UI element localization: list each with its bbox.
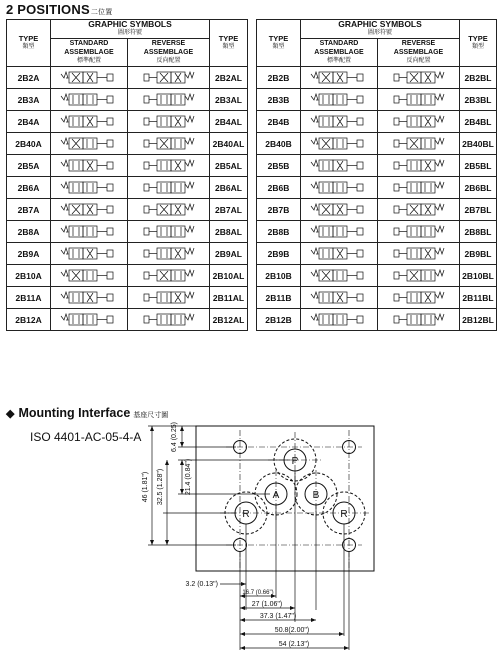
reverse-type-code: 2B11BL	[460, 287, 497, 309]
reverse-type-code: 2B3BL	[460, 89, 497, 111]
reverse-type-code: 2B9BL	[460, 243, 497, 265]
reverse-type-code: 2B8AL	[210, 221, 248, 243]
dim-6-4: 6.4 (0.25)	[171, 422, 178, 452]
reverse-type-code: 2B7BL	[460, 199, 497, 221]
type-header: TYPE 類型	[257, 20, 301, 67]
type-code: 2B3B	[257, 89, 301, 111]
type-header: TYPE 類型	[460, 20, 497, 67]
type-code: 2B12A	[7, 309, 51, 331]
reverse-type-code: 2B2BL	[460, 67, 497, 89]
reverse-type-code: 2B7AL	[210, 199, 248, 221]
type-code: 2B40B	[257, 133, 301, 155]
type-code: 2B4A	[7, 111, 51, 133]
standard-header: STANDARD ASSEMBLAGE 標準配置	[301, 39, 378, 67]
type-code: 2B10B	[257, 265, 301, 287]
type-code: 2B40A	[7, 133, 51, 155]
reverse-type-code: 2B40BL	[460, 133, 497, 155]
dim-50-8: 50.8(2.00")	[274, 627, 310, 634]
type-code: 2B2A	[7, 67, 51, 89]
dim-54: 54 (2.13")	[278, 641, 310, 648]
dim-21-4: 21.4 (0.84")	[185, 458, 192, 496]
graphic-symbols-header: GRAPHIC SYMBOLS 圖形符號	[51, 20, 210, 39]
reverse-type-code: 2B6AL	[210, 177, 248, 199]
reverse-type-code: 2B5BL	[460, 155, 497, 177]
port-p-label: P	[291, 456, 299, 467]
reverse-type-code: 2B4BL	[460, 111, 497, 133]
type-header: TYPE 類型	[210, 20, 248, 67]
diamond-bullet-icon: ◆	[6, 408, 15, 420]
type-code: 2B4B	[257, 111, 301, 133]
mounting-plate	[196, 426, 374, 571]
type-code: 2B11A	[7, 287, 51, 309]
type-code: 2B10A	[7, 265, 51, 287]
type-code: 2B9B	[257, 243, 301, 265]
type-code: 2B8A	[7, 221, 51, 243]
standard-header: STANDARD ASSEMBLAGE 標準配置	[51, 39, 128, 67]
reverse-type-code: 2B2AL	[210, 67, 248, 89]
reverse-type-code: 2B11AL	[210, 287, 248, 309]
reverse-type-code: 2B9AL	[210, 243, 248, 265]
port-r-right-label: R	[340, 509, 348, 520]
reverse-type-code: 2B6BL	[460, 177, 497, 199]
dim-27: 27 (1.06")	[251, 601, 283, 608]
iso-standard-label: ISO 4401-AC-05-4-A	[30, 430, 142, 444]
reverse-type-code: 2B12BL	[460, 309, 497, 331]
mounting-interface-title: ◆ Mounting Interface 基座尺寸圖	[6, 406, 169, 420]
reverse-type-code: 2B12AL	[210, 309, 248, 331]
dim-32-5: 32.5 (1.28")	[157, 468, 164, 506]
dim-16-7: 16.7 (0.66")	[242, 590, 274, 596]
reverse-type-code: 2B8BL	[460, 221, 497, 243]
type-code: 2B8B	[257, 221, 301, 243]
type-code: 2B6B	[257, 177, 301, 199]
type-code: 2B6A	[7, 177, 51, 199]
type-code: 2B5A	[7, 155, 51, 177]
reverse-type-code: 2B4AL	[210, 111, 248, 133]
type-code: 2B2B	[257, 67, 301, 89]
reverse-type-code: 2B40AL	[210, 133, 248, 155]
dim-37-3: 37.3 (1.47")	[259, 613, 297, 620]
type-code: 2B12B	[257, 309, 301, 331]
dim-3-2: 3.2 (0.13")	[185, 581, 218, 588]
reverse-header: REVERSE ASSEMBLAGE 反向配置	[128, 39, 210, 67]
reverse-type-code: 2B3AL	[210, 89, 248, 111]
reverse-type-code: 2B5AL	[210, 155, 248, 177]
type-code: 2B3A	[7, 89, 51, 111]
type-code: 2B5B	[257, 155, 301, 177]
section-title: 2 POSITIONS二位置	[6, 2, 113, 17]
type-code: 2B9A	[7, 243, 51, 265]
port-b-label: B	[312, 490, 320, 501]
type-code: 2B7B	[257, 199, 301, 221]
graphic-symbols-header: GRAPHIC SYMBOLS 圖形符號	[301, 20, 460, 39]
type-code: 2B7A	[7, 199, 51, 221]
type-code: 2B11B	[257, 287, 301, 309]
reverse-header: REVERSE ASSEMBLAGE 反向配置	[378, 39, 460, 67]
type-header: TYPE 類型	[7, 20, 51, 67]
reverse-type-code: 2B10AL	[210, 265, 248, 287]
dim-46: 46 (1.81")	[142, 471, 149, 503]
reverse-type-code: 2B10BL	[460, 265, 497, 287]
port-a-label: A	[272, 490, 280, 501]
port-r-left-label: R	[242, 509, 250, 520]
